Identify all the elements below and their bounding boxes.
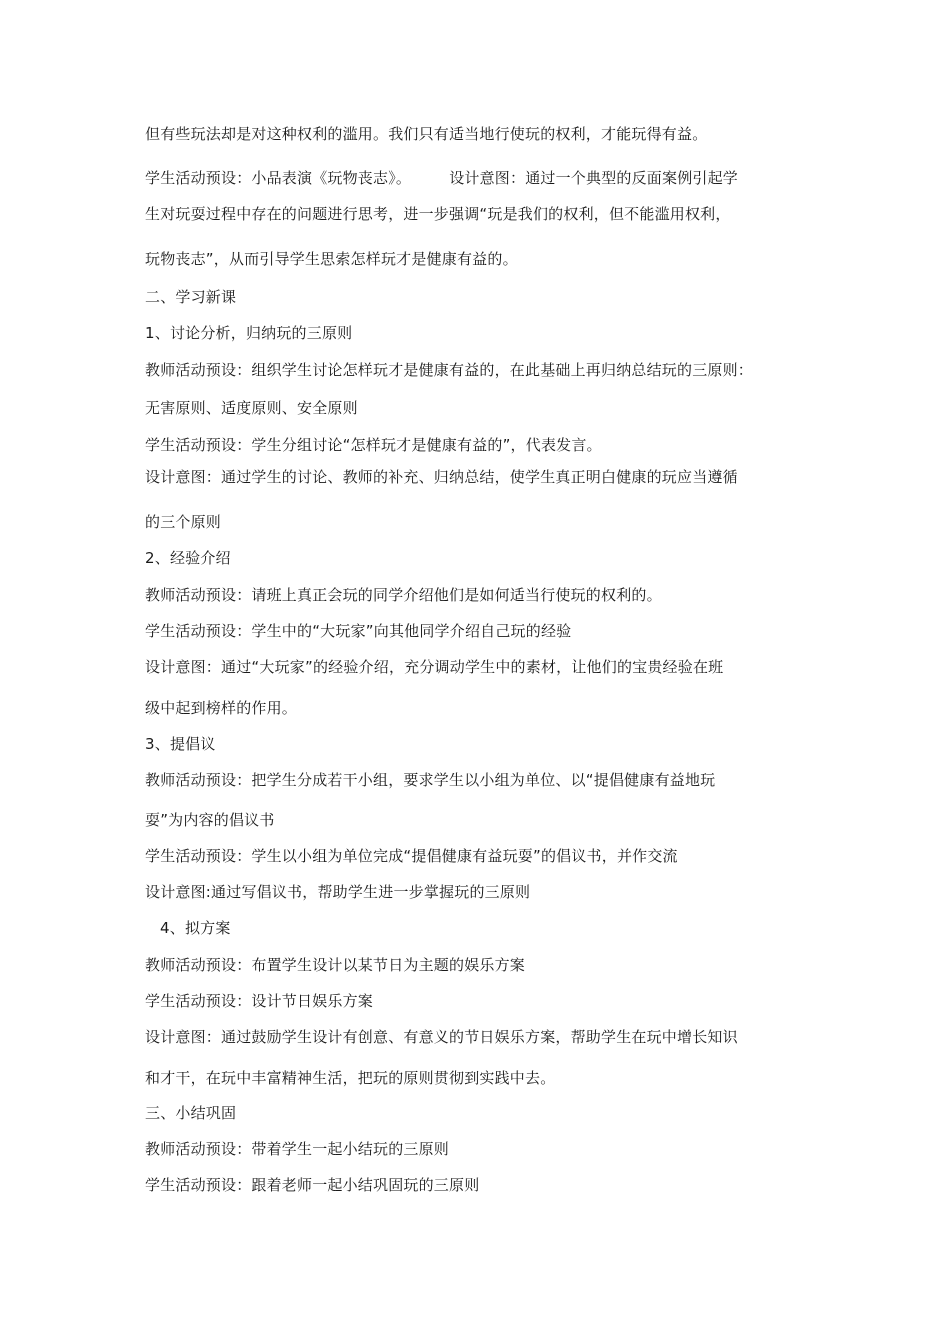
paragraph-line: 学生活动预设：学生分组讨论“怎样玩才是健康有益的”，代表发言。 xyxy=(145,436,602,454)
paragraph-line: 无害原则、适度原则、安全原则 xyxy=(145,399,358,417)
paragraph-line: 学生活动预设：学生中的“大玩家”向其他同学介绍自己玩的经验 xyxy=(145,622,572,640)
paragraph-line: 设计意图：通过鼓励学生设计有创意、有意义的节日娱乐方案，帮助学生在玩中增长知识 xyxy=(145,1028,738,1046)
paragraph-line: 学生活动预设：跟着老师一起小结巩固玩的三原则 xyxy=(145,1176,480,1194)
paragraph-line: 教师活动预设：组织学生讨论怎样玩才是健康有益的，在此基础上再归纳总结玩的三原则： xyxy=(145,361,754,379)
subsection-heading: 2、经验介绍 xyxy=(145,549,231,567)
paragraph-line: 学生活动预设：学生以小组为单位完成“提倡健康有益玩耍”的倡议书，并作交流 xyxy=(145,847,678,865)
paragraph-line: 设计意图：通过“大玩家”的经验介绍，充分调动学生中的素材，让他们的宝贵经验在班 xyxy=(145,658,724,676)
paragraph-line: 学生活动预设：小品表演《玩物丧志》。 设计意图：通过一个典型的反面案例引起学 xyxy=(145,169,739,187)
section-heading: 三、小结巩固 xyxy=(145,1104,237,1122)
section-heading: 二、学习新课 xyxy=(145,288,237,306)
paragraph-line: 但有些玩法却是对这种权利的滥用。我们只有适当地行使玩的权利，才能玩得有益。 xyxy=(145,125,708,143)
paragraph-line: 和才干，在玩中丰富精神生活，把玩的原则贯彻到实践中去。 xyxy=(145,1069,556,1087)
paragraph-line: 生对玩耍过程中存在的问题进行思考，进一步强调“玩是我们的权利，但不能滥用权利， xyxy=(145,205,731,223)
subsection-heading: 3、提倡议 xyxy=(145,735,216,753)
subsection-heading: 4、拟方案 xyxy=(160,919,231,937)
paragraph-line: 教师活动预设：带着学生一起小结玩的三原则 xyxy=(145,1140,450,1158)
paragraph-line: 玩物丧志”，从而引导学生思索怎样玩才是健康有益的。 xyxy=(145,250,518,268)
paragraph-line: 教师活动预设：把学生分成若干小组，要求学生以小组为单位、以“提倡健康有益地玩 xyxy=(145,771,716,789)
paragraph-line: 的三个原则 xyxy=(145,513,222,531)
paragraph-line: 教师活动预设：请班上真正会玩的同学介绍他们是如何适当行使玩的权利的。 xyxy=(145,586,662,604)
paragraph-line: 设计意图:通过写倡议书，帮助学生进一步掌握玩的三原则 xyxy=(145,883,531,901)
paragraph-line: 设计意图：通过学生的讨论、教师的补充、归纳总结，使学生真正明白健康的玩应当遵循 xyxy=(145,468,738,486)
paragraph-line: 教师活动预设：布置学生设计以某节日为主题的娱乐方案 xyxy=(145,956,526,974)
subsection-heading: 1、讨论分析，归纳玩的三原则 xyxy=(145,324,353,342)
paragraph-line: 级中起到榜样的作用。 xyxy=(145,699,298,717)
paragraph-line: 学生活动预设：设计节日娱乐方案 xyxy=(145,992,374,1010)
paragraph-line: 耍”为内容的倡议书 xyxy=(145,811,275,829)
